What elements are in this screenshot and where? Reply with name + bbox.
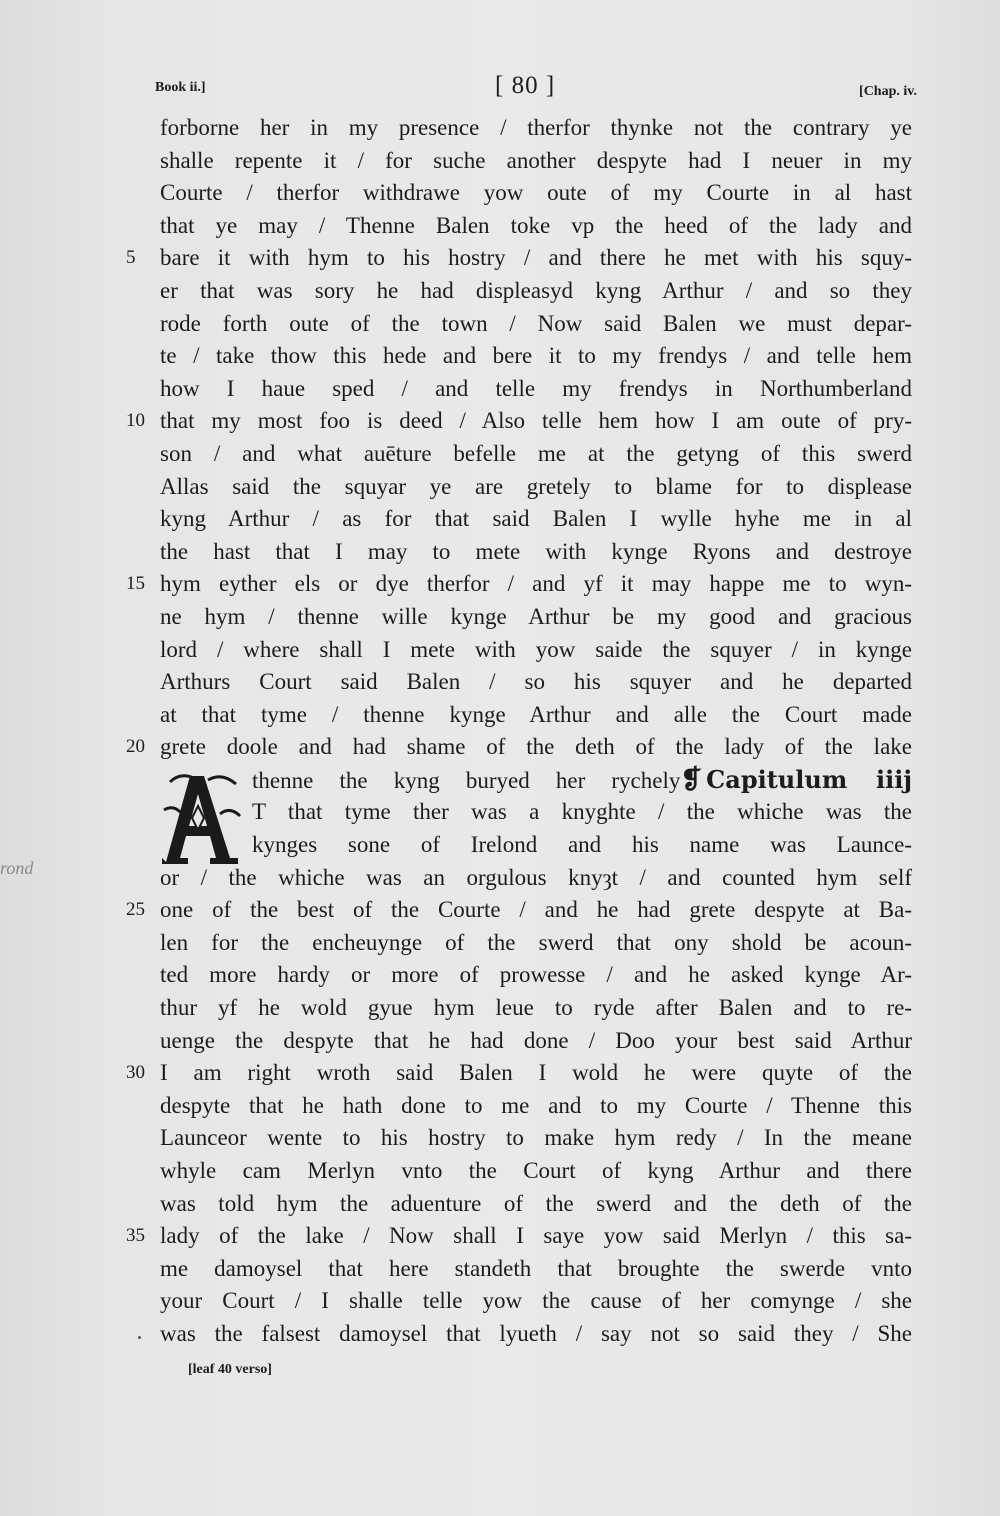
line-text: er that was sory he had displeasyd kyng Arthur / and so they [160, 277, 912, 303]
text-line [160, 927, 912, 960]
line-text: was the falsest damoysel that lyueth / say not so said they / She [160, 1320, 912, 1346]
line-text: T that tyme ther was a knyghte / the whiche was the [252, 799, 912, 825]
chapter-heading-line [252, 764, 912, 797]
line-text: Allas said the squyar ye are gretely to blame for to displease [160, 473, 912, 499]
line-text: rode forth oute of the town / Now said Balen we must depar- [160, 310, 912, 336]
line-text: forborne her in my presence / therfor thynke not the contrary ye [160, 115, 912, 140]
text-line [160, 959, 912, 992]
line-number: 10 [126, 410, 145, 432]
text-line [160, 1188, 912, 1221]
line-text: whyle cam Merlyn vnto the Court of kyng Arthur and there [160, 1158, 912, 1183]
text-line [160, 145, 912, 178]
text-line [126, 568, 912, 601]
line-number: 25 [126, 899, 145, 921]
text-line [160, 1318, 912, 1351]
line-text: lord / where shall I mete with yow saide the squyer / in kynge [160, 636, 912, 662]
text-line [160, 373, 912, 406]
line-text: bare it with hym to his hostry / and there he met with his squy- [160, 245, 912, 271]
ink-speck [138, 1336, 141, 1339]
text-line [160, 1122, 912, 1155]
text-line [160, 308, 912, 341]
text-line [126, 894, 912, 927]
chapter-heading [680, 765, 912, 794]
line-text: the hast that I may to mete with kynge Ryons and destroye [160, 538, 912, 564]
pilcrow-icon: ❡ [680, 764, 703, 795]
line-text: how I haue sped / and telle my frendys in Northumberland [160, 375, 912, 401]
line-text: one of the best of the Courte / and he had grete despyte at Ba- [160, 897, 912, 923]
line-text: grete doole and had shame of the deth of the lady of the lake [160, 734, 912, 760]
line-text: thur yf he wold gyue hym leue to ryde after Balen and to re- [160, 995, 912, 1021]
line-text: lady of the lake / Now shall I saye yow said Merlyn / this sa- [160, 1223, 912, 1249]
line-text: te / take thow this hede and bere it to my frendys / and telle hem [160, 343, 912, 369]
line-text: or / the whiche was an orgulous knyȝt / and counted hym self [160, 864, 912, 890]
chapter-title: Capitulum iiij [706, 764, 913, 794]
line-number: 30 [126, 1062, 145, 1084]
text-line [160, 340, 912, 373]
line-text: kynges sone of Irelond and his name was Launce- [252, 832, 912, 858]
line-text: Launceor wente to his hostry to make hym redy / In the meane [160, 1125, 912, 1151]
line-text: I am right wroth said Balen I wold he were quyte of the [160, 1060, 912, 1086]
line-text: Courte / therfor withdrawe yow oute of my Courte in al hast [160, 180, 912, 206]
text-line [160, 112, 912, 145]
line-text: thenne the kyng buryed her rychely [252, 767, 681, 793]
line-text: len for the encheuynge of the swerd that ony shold be acoun- [160, 929, 912, 955]
line-text: Arthurs Court said Balen / so his squyer and he departed [160, 669, 912, 695]
text-line [126, 1057, 912, 1090]
text-line [160, 471, 912, 504]
text-line [160, 699, 912, 732]
page-number: [ 80 ] [495, 72, 556, 99]
text-line [126, 242, 912, 275]
line-text: that my most foo is deed / Also telle hem how I am oute of pry- [160, 408, 912, 434]
text-line [160, 503, 912, 536]
text-line [160, 177, 912, 210]
line-text: your Court / I shalle telle yow the cause of her comynge / she [160, 1288, 912, 1314]
line-text: me damoysel that here standeth that broughte the swerde vnto [160, 1255, 912, 1281]
header-chapter-label: [Chap. iv. [859, 84, 917, 99]
text-line [160, 1285, 912, 1318]
text-line [126, 731, 912, 764]
line-text: son / and what auēture befelle me at the getyng of this swerd [160, 440, 912, 466]
main-text [126, 112, 913, 1351]
line-text: hym eyther els or dye therfor / and yf it may happe me to wyn- [160, 571, 912, 597]
text-line [252, 829, 912, 862]
line-text: that ye may / Thenne Balen toke vp the heed of the lady and [160, 212, 912, 238]
text-line [160, 666, 912, 699]
text-line [126, 405, 912, 438]
line-number: 15 [126, 573, 145, 595]
line-text: at that tyme / thenne kynge Arthur and alle the Court made [160, 701, 912, 727]
line-number: 5 [126, 247, 136, 269]
text-line [160, 634, 912, 667]
line-number: 35 [126, 1225, 145, 1247]
line-text: ne hym / thenne wille kynge Arthur be my good and gracious [160, 603, 912, 629]
line-number: 20 [126, 736, 145, 758]
header-book-label: Book ii.] [155, 80, 206, 95]
line-text: despyte that he hath done to me and to my Courte / Thenne this [160, 1092, 912, 1118]
text-line [126, 1220, 912, 1253]
line-text: ted more hardy or more of prowesse / and he asked kynge Ar- [160, 962, 912, 988]
line-text: uenge the despyte that he had done / Doo your best said Arthur [160, 1027, 912, 1053]
margin-note: rond [0, 858, 34, 878]
text-line [160, 210, 912, 243]
text-line [160, 1155, 912, 1188]
text-line [252, 796, 912, 829]
text-line [160, 438, 912, 471]
line-text: shalle repente it / for suche another despyte had I neuer in my [160, 147, 912, 173]
text-line [160, 1090, 912, 1123]
text-line [160, 1253, 912, 1286]
text-line [160, 1025, 912, 1058]
text-line [160, 275, 912, 308]
leaf-reference: [leaf 40 verso] [188, 1362, 272, 1377]
text-line [160, 992, 912, 1025]
text-line [160, 601, 912, 634]
line-text: was told hym the aduenture of the swerd and the deth of the [160, 1190, 912, 1216]
text-line [160, 862, 912, 895]
running-head [155, 72, 917, 106]
line-text: kyng Arthur / as for that said Balen I wylle hyhe me in al [160, 506, 912, 532]
text-line [160, 536, 912, 569]
